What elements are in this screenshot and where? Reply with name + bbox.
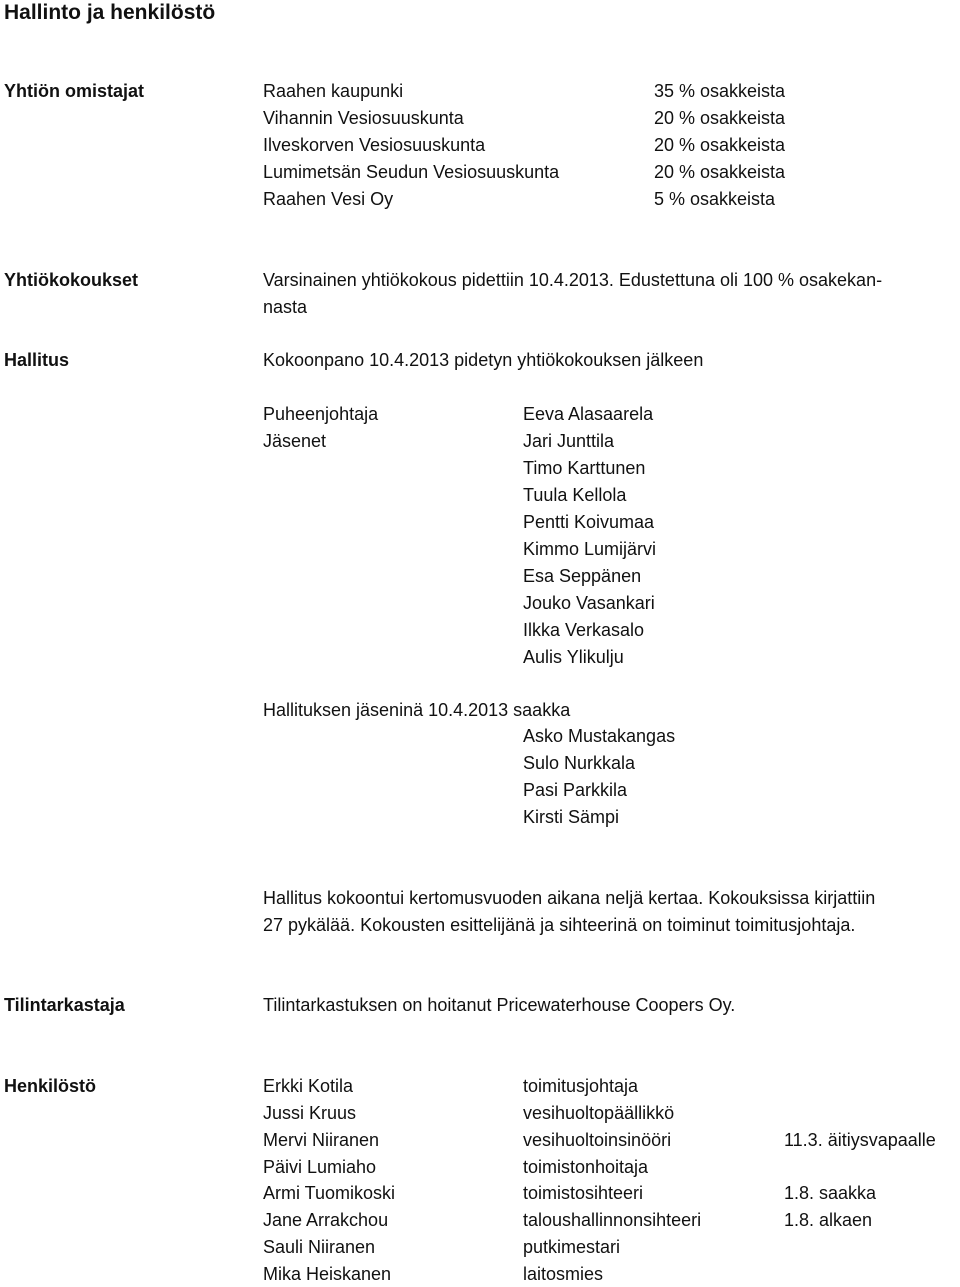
staff-name: Mika Heiskanen xyxy=(263,1264,392,1284)
board-member: Jari Junttila xyxy=(523,431,615,451)
staff-note: 1.8. saakka xyxy=(784,1183,877,1203)
former-members-heading: Hallituksen jäseninä 10.4.2013 saakka xyxy=(263,700,571,720)
staff-name: Jane Arrakchou xyxy=(263,1210,389,1230)
staff-name: Mervi Niiranen xyxy=(263,1130,380,1150)
staff-name: Päivi Lumiaho xyxy=(263,1157,377,1177)
staff-title: toimistosihteeri xyxy=(523,1183,644,1203)
former-member: Kirsti Sämpi xyxy=(523,807,620,827)
board-summary-line2: 27 pykälää. Kokousten esittelijänä ja sihteerinä on toiminut toimitusjohtaja. xyxy=(263,915,856,935)
former-member: Asko Mustakangas xyxy=(523,726,676,746)
meetings-heading: Yhtiökokoukset xyxy=(4,270,139,290)
page-title: Hallinto ja henkilöstö xyxy=(4,1,216,24)
board-member: Jouko Vasankari xyxy=(523,593,655,613)
owner-name: Raahen kaupunki xyxy=(263,81,404,101)
staff-name: Sauli Niiranen xyxy=(263,1237,376,1257)
former-member: Sulo Nurkkala xyxy=(523,753,636,773)
meetings-text-line2: nasta xyxy=(263,297,308,317)
owner-share: 20 % osakkeista xyxy=(654,162,786,182)
board-member: Aulis Ylikulju xyxy=(523,647,624,667)
staff-title: putkimestari xyxy=(523,1237,621,1257)
board-intro: Kokoonpano 10.4.2013 pidetyn yhtiökokouksen jälkeen xyxy=(263,350,704,370)
owner-name: Vihannin Vesiosuuskunta xyxy=(263,108,464,128)
staff-name: Jussi Kruus xyxy=(263,1103,357,1123)
auditor-heading: Tilintarkastaja xyxy=(4,995,125,1015)
staff-title: toimistonhoitaja xyxy=(523,1157,649,1177)
staff-name: Armi Tuomikoski xyxy=(263,1183,396,1203)
board-member: Tuula Kellola xyxy=(523,485,627,505)
board-member: Timo Karttunen xyxy=(523,458,646,478)
owners-heading: Yhtiön omistajat xyxy=(4,81,145,101)
board-member: Ilkka Verkasalo xyxy=(523,620,645,640)
staff-title: vesihuoltoinsinööri xyxy=(523,1130,672,1150)
staff-name: Erkki Kotila xyxy=(263,1076,354,1096)
members-role: Jäsenet xyxy=(263,431,327,451)
owner-share: 20 % osakkeista xyxy=(654,108,786,128)
owner-name: Ilveskorven Vesiosuuskunta xyxy=(263,135,486,155)
board-member: Kimmo Lumijärvi xyxy=(523,539,657,559)
meetings-text-line1: Varsinainen yhtiökokous pidettiin 10.4.2013. Edustettuna oli 100 % osakekan- xyxy=(263,270,883,290)
staff-title: laitosmies xyxy=(523,1264,604,1284)
board-member: Esa Seppänen xyxy=(523,566,642,586)
owner-name: Lumimetsän Seudun Vesiosuuskunta xyxy=(263,162,560,182)
owner-share: 35 % osakkeista xyxy=(654,81,786,101)
owner-name: Raahen Vesi Oy xyxy=(263,189,394,209)
board-heading: Hallitus xyxy=(4,350,70,370)
owner-share: 5 % osakkeista xyxy=(654,189,776,209)
staff-heading: Henkilöstö xyxy=(4,1076,97,1096)
auditor-text: Tilintarkastuksen on hoitanut Pricewaterhouse Coopers Oy. xyxy=(263,995,736,1015)
staff-title: vesihuoltopäällikkö xyxy=(523,1103,675,1123)
board-member: Pentti Koivumaa xyxy=(523,512,655,532)
owner-share: 20 % osakkeista xyxy=(654,135,786,155)
staff-note: 1.8. alkaen xyxy=(784,1210,873,1230)
former-member: Pasi Parkkila xyxy=(523,780,628,800)
chair-role: Puheenjohtaja xyxy=(263,404,379,424)
staff-title: toimitusjohtaja xyxy=(523,1076,639,1096)
board-summary-line1: Hallitus kokoontui kertomusvuoden aikana neljä kertaa. Kokouksissa kirjattiin xyxy=(263,888,876,908)
staff-note: 11.3. äitiysvapaalle xyxy=(784,1130,936,1150)
staff-title: taloushallinnonsihteeri xyxy=(523,1210,702,1230)
board-chair: Eeva Alasaarela xyxy=(523,404,654,424)
